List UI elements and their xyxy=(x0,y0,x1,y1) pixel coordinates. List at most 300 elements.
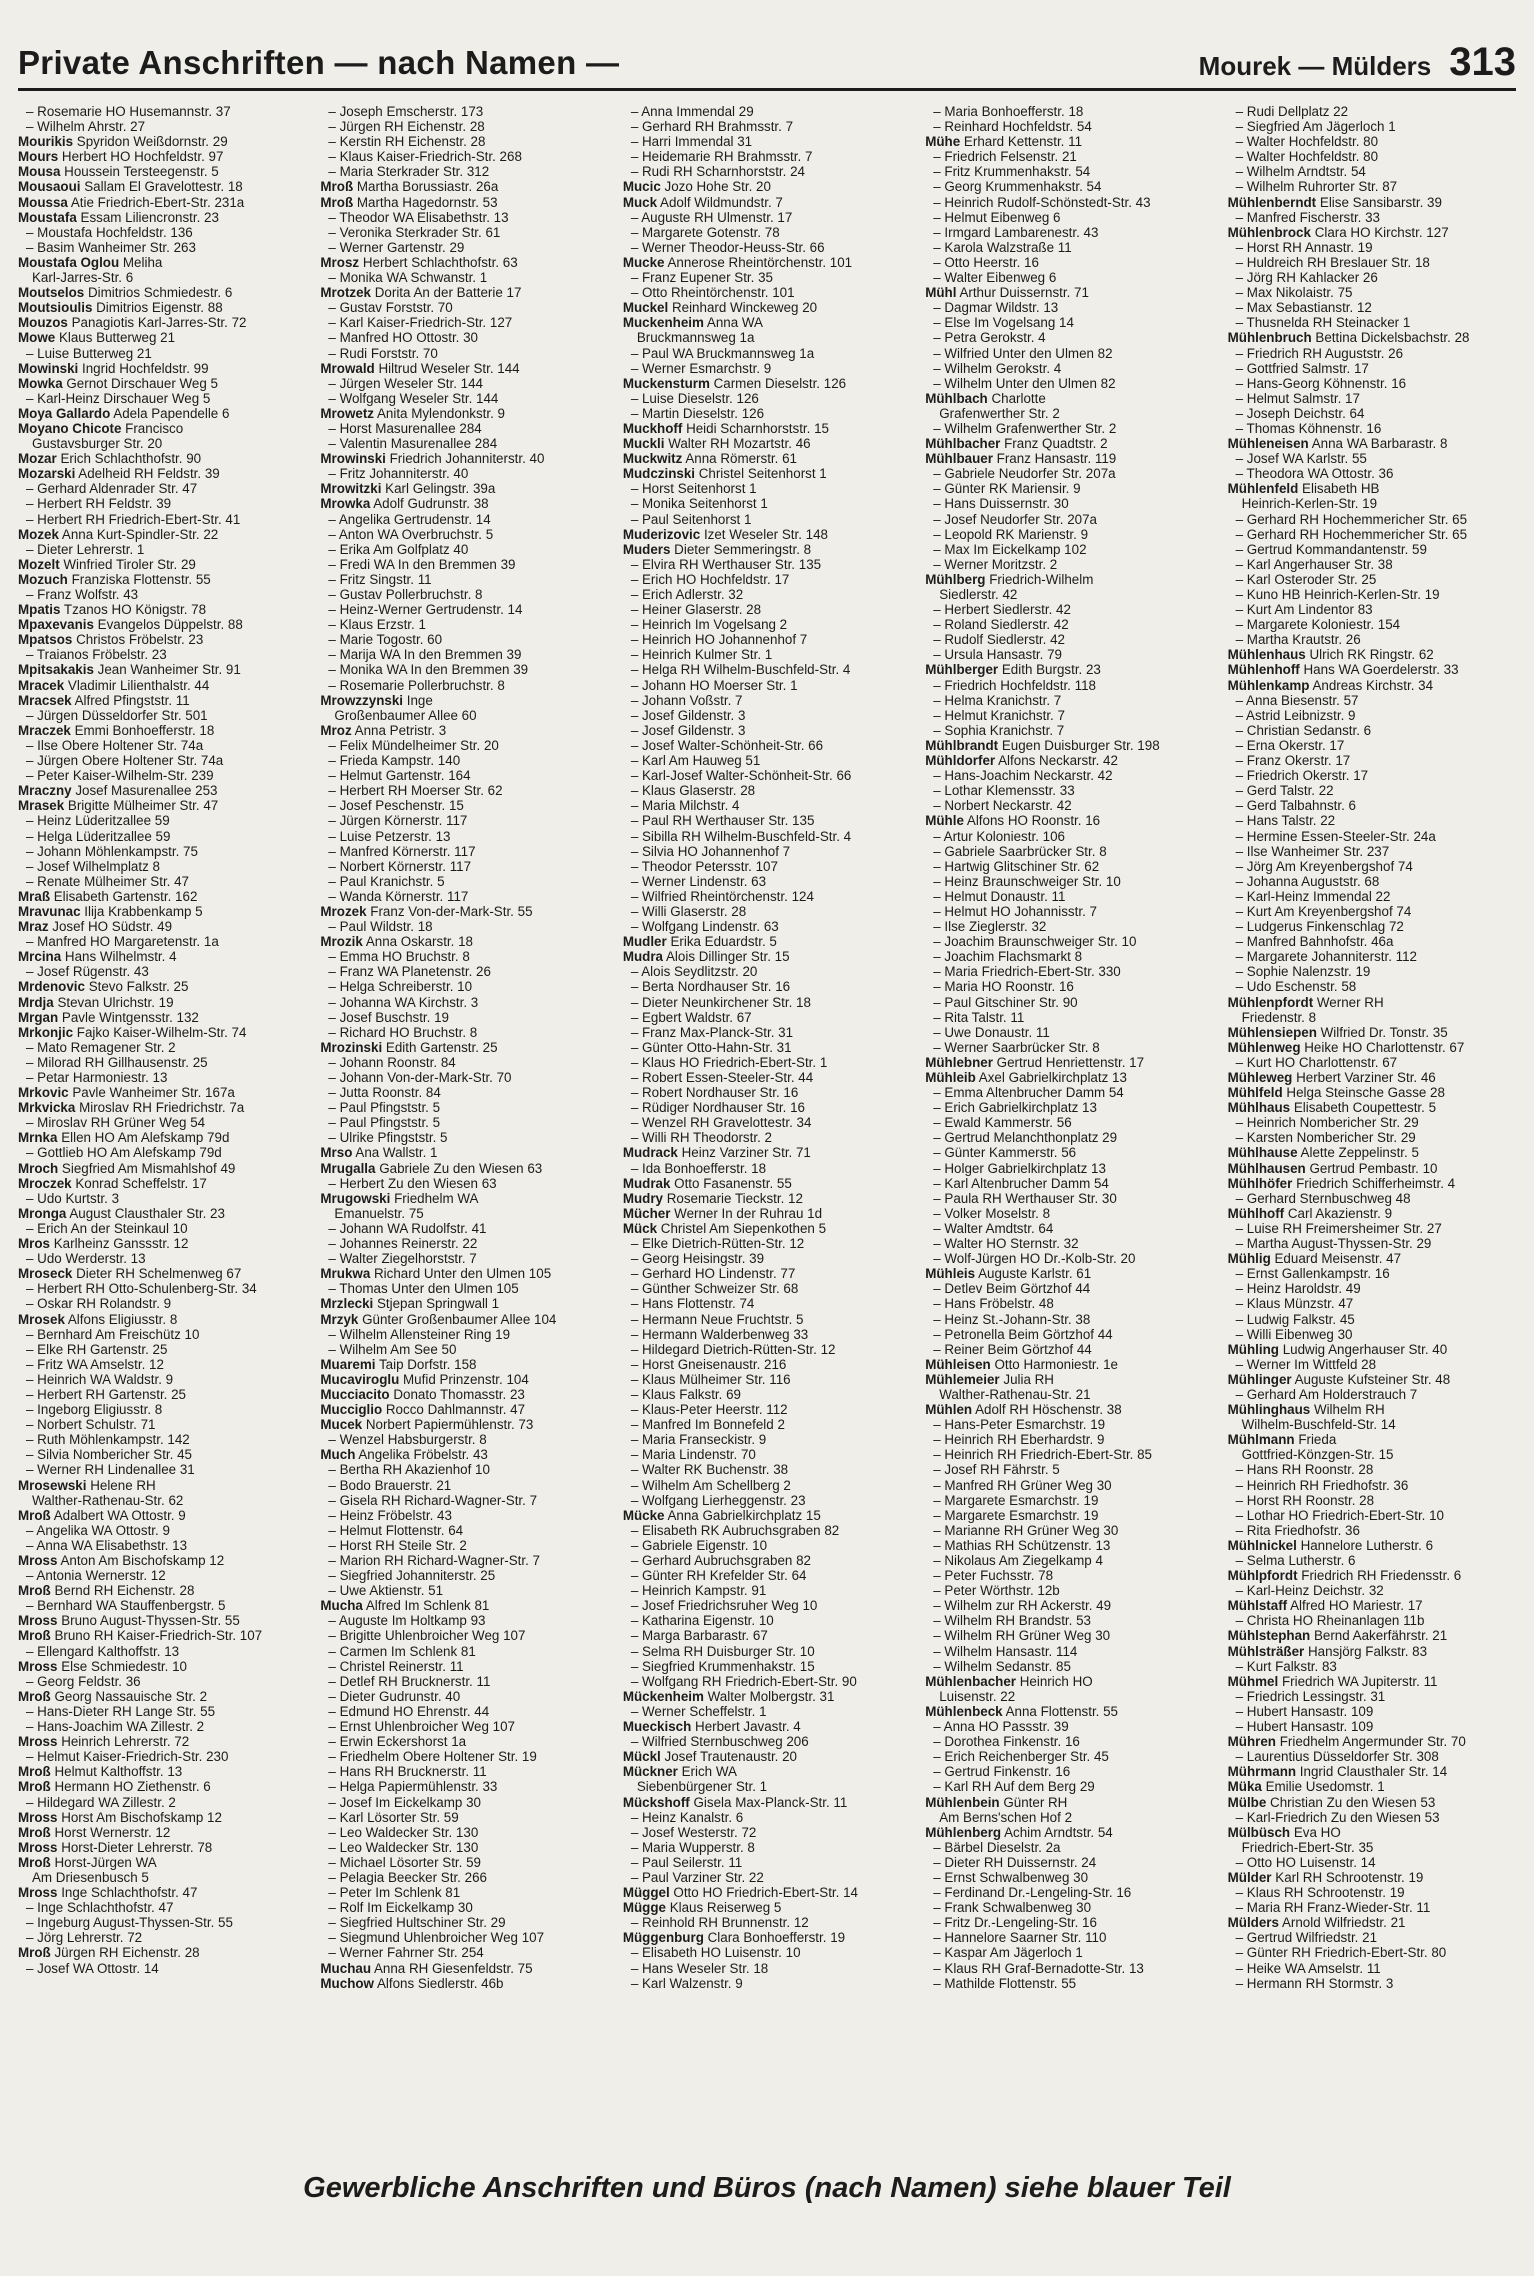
directory-entry xyxy=(623,346,911,361)
directory-entry xyxy=(18,602,306,617)
entry-details: – Klaus HO Friedrich-Ebert-Str. 1 xyxy=(630,1054,828,1070)
directory-entry xyxy=(1228,1493,1516,1508)
directory-entry xyxy=(18,1598,306,1613)
surname: Muchau xyxy=(320,1960,371,1976)
entry-details: – Josef WA Ottostr. 14 xyxy=(26,1960,159,1976)
directory-entry xyxy=(18,979,306,994)
directory-entry xyxy=(320,376,608,391)
directory-entry xyxy=(18,361,306,376)
entry-details: Christos Fröbelstr. 23 xyxy=(76,632,204,648)
directory-entry xyxy=(18,391,306,406)
surname: Mpatis xyxy=(18,602,61,618)
entry-details: Friedhelm Angermunder Str. 70 xyxy=(1279,1734,1466,1750)
entry-details: – Maria RH Franz-Wieder-Str. 11 xyxy=(1235,1900,1431,1916)
directory-entry xyxy=(925,1206,1213,1221)
entry-details: – Peter Fuchsstr. 78 xyxy=(933,1568,1054,1584)
directory-entry xyxy=(925,1930,1213,1945)
surname: Mraczny xyxy=(18,783,72,799)
entry-details: Ulrich RK Ringstr. 62 xyxy=(1309,647,1434,663)
directory-entry xyxy=(1228,1176,1516,1191)
entry-details: – Friedrich Lessingstr. 31 xyxy=(1235,1688,1386,1704)
directory-entry xyxy=(623,285,911,300)
directory-entry xyxy=(925,240,1213,255)
directory-entry xyxy=(623,330,911,345)
directory-entry xyxy=(925,949,1213,964)
directory-entry xyxy=(18,1613,306,1628)
entry-details: – Klaus Erzstr. 1 xyxy=(328,617,426,633)
directory-entry xyxy=(320,1855,608,1870)
surname: Mudler xyxy=(622,934,667,950)
entry-details: Carl Akazienstr. 9 xyxy=(1287,1205,1393,1221)
entry-details: – Gottlieb HO Am Alefskamp 79d xyxy=(26,1145,222,1161)
directory-entry xyxy=(623,1674,911,1689)
surname: Mühlberg xyxy=(925,571,986,587)
directory-entry xyxy=(320,723,608,738)
directory-entry xyxy=(18,1870,306,1885)
directory-entry xyxy=(925,179,1213,194)
directory-entry xyxy=(1228,240,1516,255)
surname: Mühlenbein xyxy=(925,1794,1000,1810)
entry-details: – Laurentius Düsseldorfer Str. 308 xyxy=(1235,1749,1439,1765)
directory-entry xyxy=(320,1779,608,1794)
entry-details: – Ewald Kammerstr. 56 xyxy=(933,1115,1072,1131)
directory-entry xyxy=(623,1236,911,1251)
entry-details: Houssein Tersteegenstr. 5 xyxy=(64,164,219,180)
surname: Mozelt xyxy=(18,556,60,572)
directory-entry xyxy=(1228,1312,1516,1327)
directory-entry xyxy=(623,1085,911,1100)
entry-details: Bruno RH Kaiser-Friedrich-Str. 107 xyxy=(54,1628,263,1644)
entry-details: – Dieter Neunkirchener Str. 18 xyxy=(630,994,811,1010)
directory-entry xyxy=(1228,1221,1516,1236)
column-4 xyxy=(925,104,1213,2134)
surname: Mrnka xyxy=(18,1130,58,1146)
directory-entry xyxy=(18,225,306,240)
entry-details: – Heidemarie RH Brahmsstr. 7 xyxy=(630,149,813,165)
directory-entry xyxy=(320,1176,608,1191)
directory-entry xyxy=(320,164,608,179)
entry-details: – Werner Theodor-Heuss-Str. 66 xyxy=(630,239,825,255)
directory-entry xyxy=(623,1357,911,1372)
directory-entry xyxy=(925,1025,1213,1040)
directory-entry xyxy=(18,1583,306,1598)
directory-entry xyxy=(623,1613,911,1628)
directory-entry xyxy=(623,1070,911,1085)
entry-details: – Helma Kranichstr. 7 xyxy=(933,692,1062,708)
entry-details: – Artur Koloniestr. 106 xyxy=(933,828,1065,844)
directory-entry xyxy=(925,995,1213,1010)
directory-entry xyxy=(18,1810,306,1825)
directory-entry xyxy=(320,436,608,451)
directory-entry xyxy=(1228,119,1516,134)
directory-entry xyxy=(623,1493,911,1508)
directory-entry xyxy=(623,1447,911,1462)
surname: Mrukwa xyxy=(320,1266,371,1282)
directory-entry xyxy=(925,1191,1213,1206)
directory-entry xyxy=(623,1402,911,1417)
directory-entry xyxy=(320,829,608,844)
entry-details: – Bernhard WA Stauffenbergstr. 5 xyxy=(26,1598,226,1614)
entry-details: – Egbert Waldstr. 67 xyxy=(630,1009,752,1025)
directory-entry xyxy=(925,1312,1213,1327)
directory-entry xyxy=(1228,813,1516,828)
surname: Muaremi xyxy=(320,1356,376,1372)
directory-entry xyxy=(623,270,911,285)
entry-details: – Mato Remagener Str. 2 xyxy=(26,1039,176,1055)
directory-entry xyxy=(1228,1432,1516,1447)
directory-entry xyxy=(1228,1840,1516,1855)
directory-entry xyxy=(18,1493,306,1508)
directory-entry xyxy=(1228,1070,1516,1085)
entry-details: – Johanna Auguststr. 68 xyxy=(1235,873,1380,889)
directory-entry xyxy=(1228,1236,1516,1251)
directory-entry xyxy=(623,753,911,768)
entry-details: – Jutta Roonstr. 84 xyxy=(328,1085,441,1101)
directory-entry xyxy=(320,602,608,617)
surname: Muckensturm xyxy=(622,375,710,391)
surname: Mroseck xyxy=(18,1266,73,1282)
directory-entry xyxy=(320,361,608,376)
entry-details: Friedrich RH Friedensstr. 6 xyxy=(1301,1568,1462,1584)
directory-entry xyxy=(925,1357,1213,1372)
surname: Mross xyxy=(18,1734,58,1750)
header-right xyxy=(1199,42,1516,82)
surname: Mowinski xyxy=(18,360,79,376)
entry-details: – Jürgen Düsseldorfer Str. 501 xyxy=(26,707,208,723)
entry-details: – Gerd Talstr. 22 xyxy=(1235,783,1334,799)
directory-entry xyxy=(1228,1357,1516,1372)
entry-details: – Thomas Unter den Ulmen 105 xyxy=(328,1281,519,1297)
entry-details: Günter RH xyxy=(1003,1794,1068,1810)
directory-entry xyxy=(18,844,306,859)
directory-entry xyxy=(320,1478,608,1493)
directory-entry xyxy=(320,1055,608,1070)
surname: Mühling xyxy=(1227,1341,1279,1357)
directory-entry xyxy=(18,1115,306,1130)
entry-details: – Dieter RH Duissernstr. 24 xyxy=(933,1854,1097,1870)
entry-details: Inge Schlachthofstr. 47 xyxy=(61,1885,198,1901)
entry-details: Ana Wallstr. 1 xyxy=(355,1145,438,1161)
entry-details: Pavle Wanheimer Str. 167a xyxy=(72,1085,235,1101)
entry-details: – Veronika Sterkrader Str. 61 xyxy=(328,224,501,240)
entry-details: – Auguste RH Ulmenstr. 17 xyxy=(630,209,793,225)
surname: Mrso xyxy=(320,1145,353,1161)
entry-details: – Gerhard RH Hochemmericher Str. 65 xyxy=(1235,526,1468,542)
surname: Müggenburg xyxy=(622,1930,704,1946)
directory-entry xyxy=(320,1342,608,1357)
directory-entry xyxy=(320,1568,608,1583)
entry-details: Werner In der Ruhrau 1d xyxy=(674,1205,823,1221)
entry-details: – Reinhard Hochfeldstr. 54 xyxy=(933,119,1092,135)
directory-entry xyxy=(623,572,911,587)
entry-details: – Emma HO Bruchstr. 8 xyxy=(328,949,470,965)
entry-details: Hermann HO Ziethenstr. 6 xyxy=(54,1779,211,1795)
entry-details: – Angelika WA Ottostr. 9 xyxy=(26,1522,170,1538)
entry-details: – Lothar Klemensstr. 33 xyxy=(933,783,1075,799)
directory-entry xyxy=(320,1719,608,1734)
entry-details: – Friedrich Okerstr. 17 xyxy=(1235,768,1369,784)
entry-details: Helmut Kalthoffstr. 13 xyxy=(54,1764,183,1780)
entry-details: Alette Zeppelinstr. 5 xyxy=(1300,1145,1419,1161)
surname: Mühleib xyxy=(925,1070,976,1085)
entry-details: – Helga Papiermühlenstr. 33 xyxy=(328,1779,498,1795)
entry-details: – Fritz Krummenhakstr. 54 xyxy=(933,164,1091,180)
entry-details: – Milorad RH Gillhausenstr. 25 xyxy=(26,1054,208,1070)
entry-details: – Hans Duissernstr. 30 xyxy=(933,496,1069,512)
surname: Mozar xyxy=(18,451,57,467)
directory-entry xyxy=(623,708,911,723)
entry-details: – Gottfried Salmstr. 17 xyxy=(1235,360,1369,376)
surname: Mühlberger xyxy=(925,662,999,678)
directory-entry xyxy=(1228,1976,1516,1991)
directory-entry xyxy=(623,995,911,1010)
entry-details: – Heinrich RH Friedhofstr. 36 xyxy=(1235,1477,1409,1493)
directory-entry xyxy=(925,104,1213,119)
surname: Mucic xyxy=(622,179,661,195)
entry-details: – Kurt Am Kreyenbergshof 74 xyxy=(1235,903,1412,919)
entry-details: – Wilhelm Ruhrorter Str. 87 xyxy=(1235,179,1398,195)
directory-entry xyxy=(320,1040,608,1055)
entry-details: Wilfried Dr. Tonstr. 35 xyxy=(1320,1024,1448,1040)
entry-details: Meliha xyxy=(122,254,163,270)
directory-entry xyxy=(1228,346,1516,361)
directory-entry xyxy=(925,1372,1213,1387)
entry-details: Christian Zu den Wiesen 53 xyxy=(1270,1794,1436,1810)
entry-details: – Hans-Dieter RH Lange Str. 55 xyxy=(26,1703,216,1719)
surname: Mroß xyxy=(320,179,354,195)
directory-entry xyxy=(1228,1568,1516,1583)
entry-details: – Margarete Esmarchstr. 19 xyxy=(933,1507,1099,1523)
surname: Mühlemeier xyxy=(925,1371,1000,1387)
entry-details: Anna RH Giesenfeldstr. 75 xyxy=(373,1960,533,1976)
entry-details: – Maria Franseckistr. 9 xyxy=(630,1432,767,1448)
surname: Mrowald xyxy=(320,360,375,376)
directory-entry xyxy=(1228,1644,1516,1659)
directory-entry xyxy=(623,195,911,210)
directory-entry xyxy=(320,1327,608,1342)
entry-details: – Josef RH Fährstr. 5 xyxy=(933,1462,1060,1478)
entry-details: – Kuno HB Heinrich-Kerlen-Str. 19 xyxy=(1235,587,1440,602)
entry-details: – Siegfried Am Jägerloch 1 xyxy=(1235,119,1396,135)
directory-entry xyxy=(1228,798,1516,813)
entry-details: – Silvia HO Johannenhof 7 xyxy=(630,843,791,859)
entry-details: – Gustav Pollerbruchstr. 8 xyxy=(328,587,483,602)
directory-entry xyxy=(18,783,306,798)
entry-details: – Thusnelda RH Steinacker 1 xyxy=(1235,315,1411,331)
directory-entry xyxy=(925,723,1213,738)
directory-entry xyxy=(320,753,608,768)
entry-details: Gertrud Henriettenstr. 17 xyxy=(996,1054,1145,1070)
directory-entry xyxy=(320,391,608,406)
entry-details: – Günter Otto-Hahn-Str. 31 xyxy=(630,1039,792,1055)
surname: Mühlbach xyxy=(925,390,988,406)
directory-entry xyxy=(18,859,306,874)
directory-entry xyxy=(320,300,608,315)
directory-entry xyxy=(1228,1659,1516,1674)
directory-entry xyxy=(925,587,1213,602)
entry-details: – Horst Masurenallee 284 xyxy=(328,420,482,436)
entry-details: Essam Liliencronstr. 23 xyxy=(80,209,219,225)
directory-entry xyxy=(623,617,911,632)
directory-entry xyxy=(1228,1055,1516,1070)
directory-entry xyxy=(18,1734,306,1749)
directory-entry xyxy=(320,210,608,225)
directory-entry xyxy=(320,1704,608,1719)
entry-details: – Maria Bonhoefferstr. 18 xyxy=(933,104,1084,119)
entry-details: – Berta Nordhauser Str. 16 xyxy=(630,979,791,995)
entry-details: – Werner Moritzstr. 2 xyxy=(933,556,1058,572)
entry-details: Horst Wernerstr. 12 xyxy=(54,1824,171,1840)
directory-entry xyxy=(1228,919,1516,934)
entry-details: Jürgen RH Eichenstr. 28 xyxy=(54,1945,200,1961)
entry-details: Edith Gartenstr. 25 xyxy=(385,1039,498,1055)
directory-entry xyxy=(1228,1478,1516,1493)
directory-entry xyxy=(1228,647,1516,662)
entry-details: Emmi Bonhoefferstr. 18 xyxy=(74,722,215,738)
entry-details: – Johann HO Moerser Str. 1 xyxy=(630,677,798,693)
surname: Muders xyxy=(622,541,671,557)
surname: Mühlmann xyxy=(1227,1432,1295,1448)
directory-entry xyxy=(18,1357,306,1372)
entry-details: – Norbert Neckarstr. 42 xyxy=(933,798,1072,814)
surname: Mühlenpfordt xyxy=(1227,994,1314,1010)
directory-entry xyxy=(320,1825,608,1840)
directory-entry xyxy=(1228,1085,1516,1100)
directory-entry xyxy=(925,1478,1213,1493)
entry-details: – Theodor Petersstr. 107 xyxy=(630,858,778,874)
entry-details: – Walter Hochfeldstr. 80 xyxy=(1235,134,1379,150)
directory-entry xyxy=(623,979,911,994)
entry-details: – Selma Lutherstr. 6 xyxy=(1235,1553,1356,1568)
entry-details: Heike HO Charlottenstr. 67 xyxy=(1304,1039,1465,1055)
entry-details: Herbert HO Hochfeldstr. 97 xyxy=(61,149,224,165)
entry-details: – Josef WA Karlstr. 55 xyxy=(1235,451,1367,467)
entry-details: – Johann Von-der-Mark-Str. 70 xyxy=(328,1070,512,1085)
entry-details: Stevan Ulrichstr. 19 xyxy=(57,994,174,1010)
directory-entry xyxy=(623,1523,911,1538)
entry-details: Christel Am Siepenkothen 5 xyxy=(660,1220,827,1236)
surname: Mrugalla xyxy=(320,1160,376,1176)
directory-entry xyxy=(925,647,1213,662)
entry-details: – Jörg Am Kreyenbergshof 74 xyxy=(1235,858,1413,874)
directory-entry xyxy=(1228,557,1516,572)
column-5 xyxy=(1228,104,1516,2134)
entry-details: – Johann Voßstr. 7 xyxy=(630,692,743,708)
entry-details: – Johannes Reinerstr. 22 xyxy=(328,1236,478,1252)
entry-details: Izet Weseler Str. 148 xyxy=(703,526,828,542)
surname: Muckhoff xyxy=(622,420,683,436)
entry-details: – Edmund HO Ehrenstr. 44 xyxy=(328,1703,490,1719)
surname: Mrgan xyxy=(18,1009,59,1025)
entry-details: – Werner Im Wittfeld 28 xyxy=(1235,1356,1377,1372)
directory-entry xyxy=(320,889,608,904)
directory-entry xyxy=(623,512,911,527)
entry-details: – Karl RH Auf dem Berg 29 xyxy=(933,1779,1095,1795)
entry-details: – Peter Kaiser-Wilhelm-Str. 239 xyxy=(26,768,214,784)
entry-details: – Christa HO Rheinanlagen 11b xyxy=(1235,1613,1425,1629)
directory-entry xyxy=(925,1327,1213,1342)
directory-entry xyxy=(623,496,911,511)
directory-entry xyxy=(623,1930,911,1945)
directory-entry xyxy=(18,1764,306,1779)
directory-entry xyxy=(623,1281,911,1296)
entry-details: – Gerhard Sternbuschweg 48 xyxy=(1235,1190,1411,1206)
entry-details: – Walter HO Sternstr. 32 xyxy=(933,1236,1079,1252)
directory-entry xyxy=(623,587,911,602)
entry-details: Karlheinz Ganssstr. 12 xyxy=(53,1236,189,1252)
surname: Mühlenkamp xyxy=(1227,677,1310,693)
entry-details: – Gertrud Wilfriedstr. 21 xyxy=(1235,1930,1378,1946)
directory-entry xyxy=(925,1900,1213,1915)
entry-details: Klaus Butterweg 21 xyxy=(58,330,176,346)
entry-details: – Petronella Beim Görtzhof 44 xyxy=(933,1326,1113,1342)
directory-entry xyxy=(18,1719,306,1734)
directory-entry xyxy=(623,1553,911,1568)
directory-entry xyxy=(925,496,1213,511)
directory-entry xyxy=(623,723,911,738)
entry-details: – Josef Friedrichsruher Weg 10 xyxy=(630,1598,818,1614)
entry-details: – Roland Siedlerstr. 42 xyxy=(933,617,1069,633)
directory-entry xyxy=(1228,1191,1516,1206)
entry-details: Helga Steinsche Gasse 28 xyxy=(1286,1085,1445,1101)
entry-details: – Gertrud Finkenstr. 16 xyxy=(933,1764,1071,1780)
directory-entry xyxy=(623,391,911,406)
surname: Mrowetz xyxy=(320,405,374,421)
entry-details: – Werner Scheffelstr. 1 xyxy=(630,1703,767,1719)
entry-details: – Heinrich HO Johannenhof 7 xyxy=(630,632,808,648)
directory-entry xyxy=(623,949,911,964)
directory-entry xyxy=(925,1251,1213,1266)
entry-details: – Horst RH Annastr. 19 xyxy=(1235,239,1373,255)
entry-details: – Martin Dieselstr. 126 xyxy=(630,405,765,421)
directory-entry xyxy=(925,1070,1213,1085)
entry-details: Anna Kurt-Spindler-Str. 22 xyxy=(61,526,219,542)
entry-details: – Heike WA Amselstr. 11 xyxy=(1235,1960,1381,1976)
directory-entry xyxy=(18,919,306,934)
entry-details: Panagiotis Karl-Jarres-Str. 72 xyxy=(71,315,247,331)
surname: Mülbüsch xyxy=(1227,1824,1291,1840)
entry-details: Taip Dorfstr. 158 xyxy=(378,1356,477,1372)
directory-entry xyxy=(18,1266,306,1281)
surname: Mrzyk xyxy=(320,1311,359,1327)
entry-details: – Marion RH Richard-Wagner-Str. 7 xyxy=(328,1553,540,1568)
entry-details: Edith Burgstr. 23 xyxy=(1001,662,1101,678)
directory-entry xyxy=(18,330,306,345)
entry-details: – Klaus-Peter Heerstr. 112 xyxy=(630,1402,788,1418)
directory-entry xyxy=(925,119,1213,134)
surname: Müka xyxy=(1227,1779,1262,1795)
directory-entry xyxy=(1228,632,1516,647)
entry-details: – Reiner Beim Görtzhof 44 xyxy=(933,1341,1092,1357)
surname: Mowka xyxy=(18,375,63,391)
directory-entry xyxy=(623,1462,911,1477)
entry-details: Konrad Scheffelstr. 17 xyxy=(75,1175,207,1191)
directory-entry xyxy=(320,1915,608,1930)
surname: Mühlpfordt xyxy=(1227,1568,1298,1584)
surname: Mrotzek xyxy=(320,285,372,301)
entry-details: – Karl Altenbrucher Damm 54 xyxy=(933,1175,1109,1191)
directory-entry xyxy=(925,421,1213,436)
entry-details: – Willi Glaserstr. 28 xyxy=(630,903,747,919)
directory-entry xyxy=(18,1749,306,1764)
entry-details: Gernot Dirschauer Weg 5 xyxy=(66,375,218,391)
directory-entry xyxy=(320,1206,608,1221)
directory-entry xyxy=(623,421,911,436)
directory-entry xyxy=(623,1689,911,1704)
entry-details: – Josef Wilhelmplatz 8 xyxy=(26,858,160,874)
directory-entry xyxy=(623,1145,911,1160)
directory-entry xyxy=(1228,1915,1516,1930)
